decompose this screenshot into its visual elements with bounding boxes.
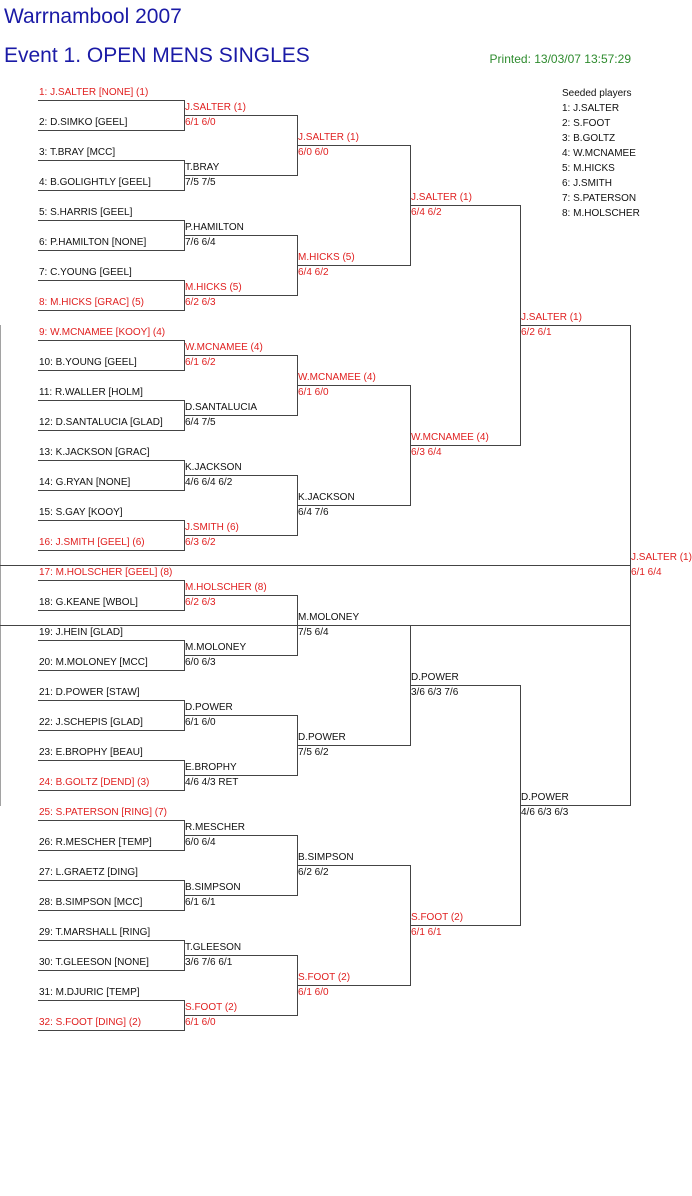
match-score: 6/4 6/2: [411, 207, 442, 218]
match-winner: J.SALTER (1): [185, 102, 246, 113]
match-score: 6/3 6/4: [411, 447, 442, 458]
draw-entrant: 13: K.JACKSON [GRAC]: [39, 447, 150, 458]
match-winner: M.HOLSCHER (8): [185, 582, 267, 593]
match-winner: W.MCNAMEE (4): [298, 372, 376, 383]
match-score: 3/6 6/3 7/6: [411, 687, 459, 698]
match-winner: B.SIMPSON: [185, 882, 241, 893]
match-score: 6/2 6/2: [298, 867, 329, 878]
draw-entrant: 7: C.YOUNG [GEEL]: [39, 267, 132, 278]
match-score: 6/1 6/2: [185, 357, 216, 368]
seeded-player: 1: J.SALTER: [562, 103, 620, 114]
seeded-player: 4: W.MCNAMEE: [562, 148, 636, 159]
match-score: 6/0 6/3: [185, 657, 216, 668]
draw-entrant: 19: J.HEIN [GLAD]: [39, 627, 123, 638]
match-score: 6/4 7/5: [185, 417, 216, 428]
match-winner: K.JACKSON: [185, 462, 242, 473]
seeded-player: 6: J.SMITH: [562, 178, 613, 189]
draw-entrant: 2: D.SIMKO [GEEL]: [39, 117, 128, 128]
draw-entrant: 16: J.SMITH [GEEL] (6): [39, 537, 145, 548]
match-winner: K.JACKSON: [298, 492, 355, 503]
match-winner: M.MOLONEY: [185, 642, 247, 653]
event-title: Event 1. OPEN MENS SINGLES: [4, 44, 310, 67]
match-score: 6/4 6/2: [298, 267, 329, 278]
match-score: 6/1 6/4: [631, 567, 662, 578]
match-score: 6/1 6/1: [411, 927, 442, 938]
match-score: 7/5 6/4: [298, 627, 329, 638]
seeded-player: 3: B.GOLTZ: [562, 133, 616, 144]
draw-entrant: 17: M.HOLSCHER [GEEL] (8): [39, 567, 173, 578]
match-score: 6/0 6/0: [298, 147, 329, 158]
match-score: 6/1 6/0: [185, 717, 216, 728]
match-winner: J.SALTER (1): [411, 192, 472, 203]
draw-entrant: 4: B.GOLIGHTLY [GEEL]: [39, 177, 151, 188]
draw-entrant: 10: B.YOUNG [GEEL]: [39, 357, 137, 368]
match-winner: P.HAMILTON: [185, 222, 244, 233]
match-winner: W.MCNAMEE (4): [411, 432, 489, 443]
match-score: 4/6 4/3 RET: [185, 777, 239, 788]
match-winner: D.POWER: [185, 702, 233, 713]
match-score: 6/1 6/0: [298, 987, 329, 998]
draw-entrant: 15: S.GAY [KOOY]: [39, 507, 123, 518]
match-winner: D.POWER: [521, 792, 569, 803]
draw-entrant: 14: G.RYAN [NONE]: [39, 477, 131, 488]
match-score: 4/6 6/3 6/3: [521, 807, 569, 818]
match-winner: J.SALTER (1): [298, 132, 359, 143]
match-winner: R.MESCHER: [185, 822, 246, 833]
draw-entrant: 26: R.MESCHER [TEMP]: [39, 837, 152, 848]
seeded-player: 2: S.FOOT: [562, 118, 611, 129]
draw-entrant: 3: T.BRAY [MCC]: [39, 147, 116, 158]
match-score: 7/6 6/4: [185, 237, 216, 248]
seeded-player: 5: M.HICKS: [562, 163, 615, 174]
draw-entrant: 25: S.PATERSON [RING] (7): [39, 807, 167, 818]
match-winner: M.HICKS (5): [185, 282, 242, 293]
match-score: 4/6 6/4 6/2: [185, 477, 233, 488]
match-winner: J.SMITH (6): [185, 522, 239, 533]
match-winner: J.SALTER (1): [631, 552, 692, 563]
seeded-player: 8: M.HOLSCHER: [562, 208, 640, 219]
match-winner: T.GLEESON: [185, 942, 242, 953]
match-winner: S.FOOT (2): [185, 1002, 238, 1013]
draw-entrant: 21: D.POWER [STAW]: [39, 687, 140, 698]
draw-entrant: 9: W.MCNAMEE [KOOY] (4): [39, 327, 166, 338]
draw-entrant: 8: M.HICKS [GRAC] (5): [39, 297, 145, 308]
match-winner: T.BRAY: [185, 162, 220, 173]
match-score: 6/0 6/4: [185, 837, 216, 848]
draw-entrant: 6: P.HAMILTON [NONE]: [39, 237, 147, 248]
match-winner: E.BROPHY: [185, 762, 237, 773]
draw-entrant: 18: G.KEANE [WBOL]: [39, 597, 138, 608]
draw-entrant: 32: S.FOOT [DING] (2): [39, 1017, 142, 1028]
draw-entrant: 30: T.GLEESON [NONE]: [39, 957, 149, 968]
draw-entrant: 23: E.BROPHY [BEAU]: [39, 747, 143, 758]
match-score: 3/6 7/6 6/1: [185, 957, 233, 968]
match-score: 6/1 6/0: [298, 387, 329, 398]
match-score: 6/1 6/0: [185, 117, 216, 128]
match-winner: S.FOOT (2): [298, 972, 351, 983]
match-score: 7/5 6/2: [298, 747, 329, 758]
draw-entrant: 1: J.SALTER [NONE] (1): [39, 87, 149, 98]
draw-entrant: 22: J.SCHEPIS [GLAD]: [39, 717, 143, 728]
match-score: 6/2 6/3: [185, 297, 216, 308]
match-winner: J.SALTER (1): [521, 312, 582, 323]
draw-entrant: 29: T.MARSHALL [RING]: [39, 927, 151, 938]
match-winner: S.FOOT (2): [411, 912, 464, 923]
draw-entrant: 5: S.HARRIS [GEEL]: [39, 207, 133, 218]
printed-timestamp: Printed: 13/03/07 13:57:29: [489, 52, 631, 66]
seeded-players-title: Seeded players: [562, 88, 632, 99]
match-winner: M.HICKS (5): [298, 252, 355, 263]
draw-entrant: 20: M.MOLONEY [MCC]: [39, 657, 148, 668]
match-score: 6/2 6/1: [521, 327, 552, 338]
match-score: 7/5 7/5: [185, 177, 216, 188]
match-score: 6/1 6/0: [185, 1017, 216, 1028]
match-winner: D.POWER: [298, 732, 346, 743]
draw-entrant: 24: B.GOLTZ [DEND] (3): [39, 777, 150, 788]
draw-entrant: 27: L.GRAETZ [DING]: [39, 867, 138, 878]
page-title: Warrnambool 2007: [4, 5, 182, 28]
draw-entrant: 28: B.SIMPSON [MCC]: [39, 897, 143, 908]
match-winner: B.SIMPSON: [298, 852, 354, 863]
draw-entrant: 11: R.WALLER [HOLM]: [39, 387, 143, 398]
match-score: 6/2 6/3: [185, 597, 216, 608]
match-winner: W.MCNAMEE (4): [185, 342, 263, 353]
match-score: 6/4 7/6: [298, 507, 329, 518]
draw-entrant: 12: D.SANTALUCIA [GLAD]: [39, 417, 163, 428]
draw-entrant: 31: M.DJURIC [TEMP]: [39, 987, 140, 998]
match-winner: D.SANTALUCIA: [185, 402, 258, 413]
seeded-player: 7: S.PATERSON: [562, 193, 637, 204]
match-winner: M.MOLONEY: [298, 612, 360, 623]
match-score: 6/1 6/1: [185, 897, 216, 908]
match-winner: D.POWER: [411, 672, 459, 683]
match-score: 6/3 6/2: [185, 537, 216, 548]
